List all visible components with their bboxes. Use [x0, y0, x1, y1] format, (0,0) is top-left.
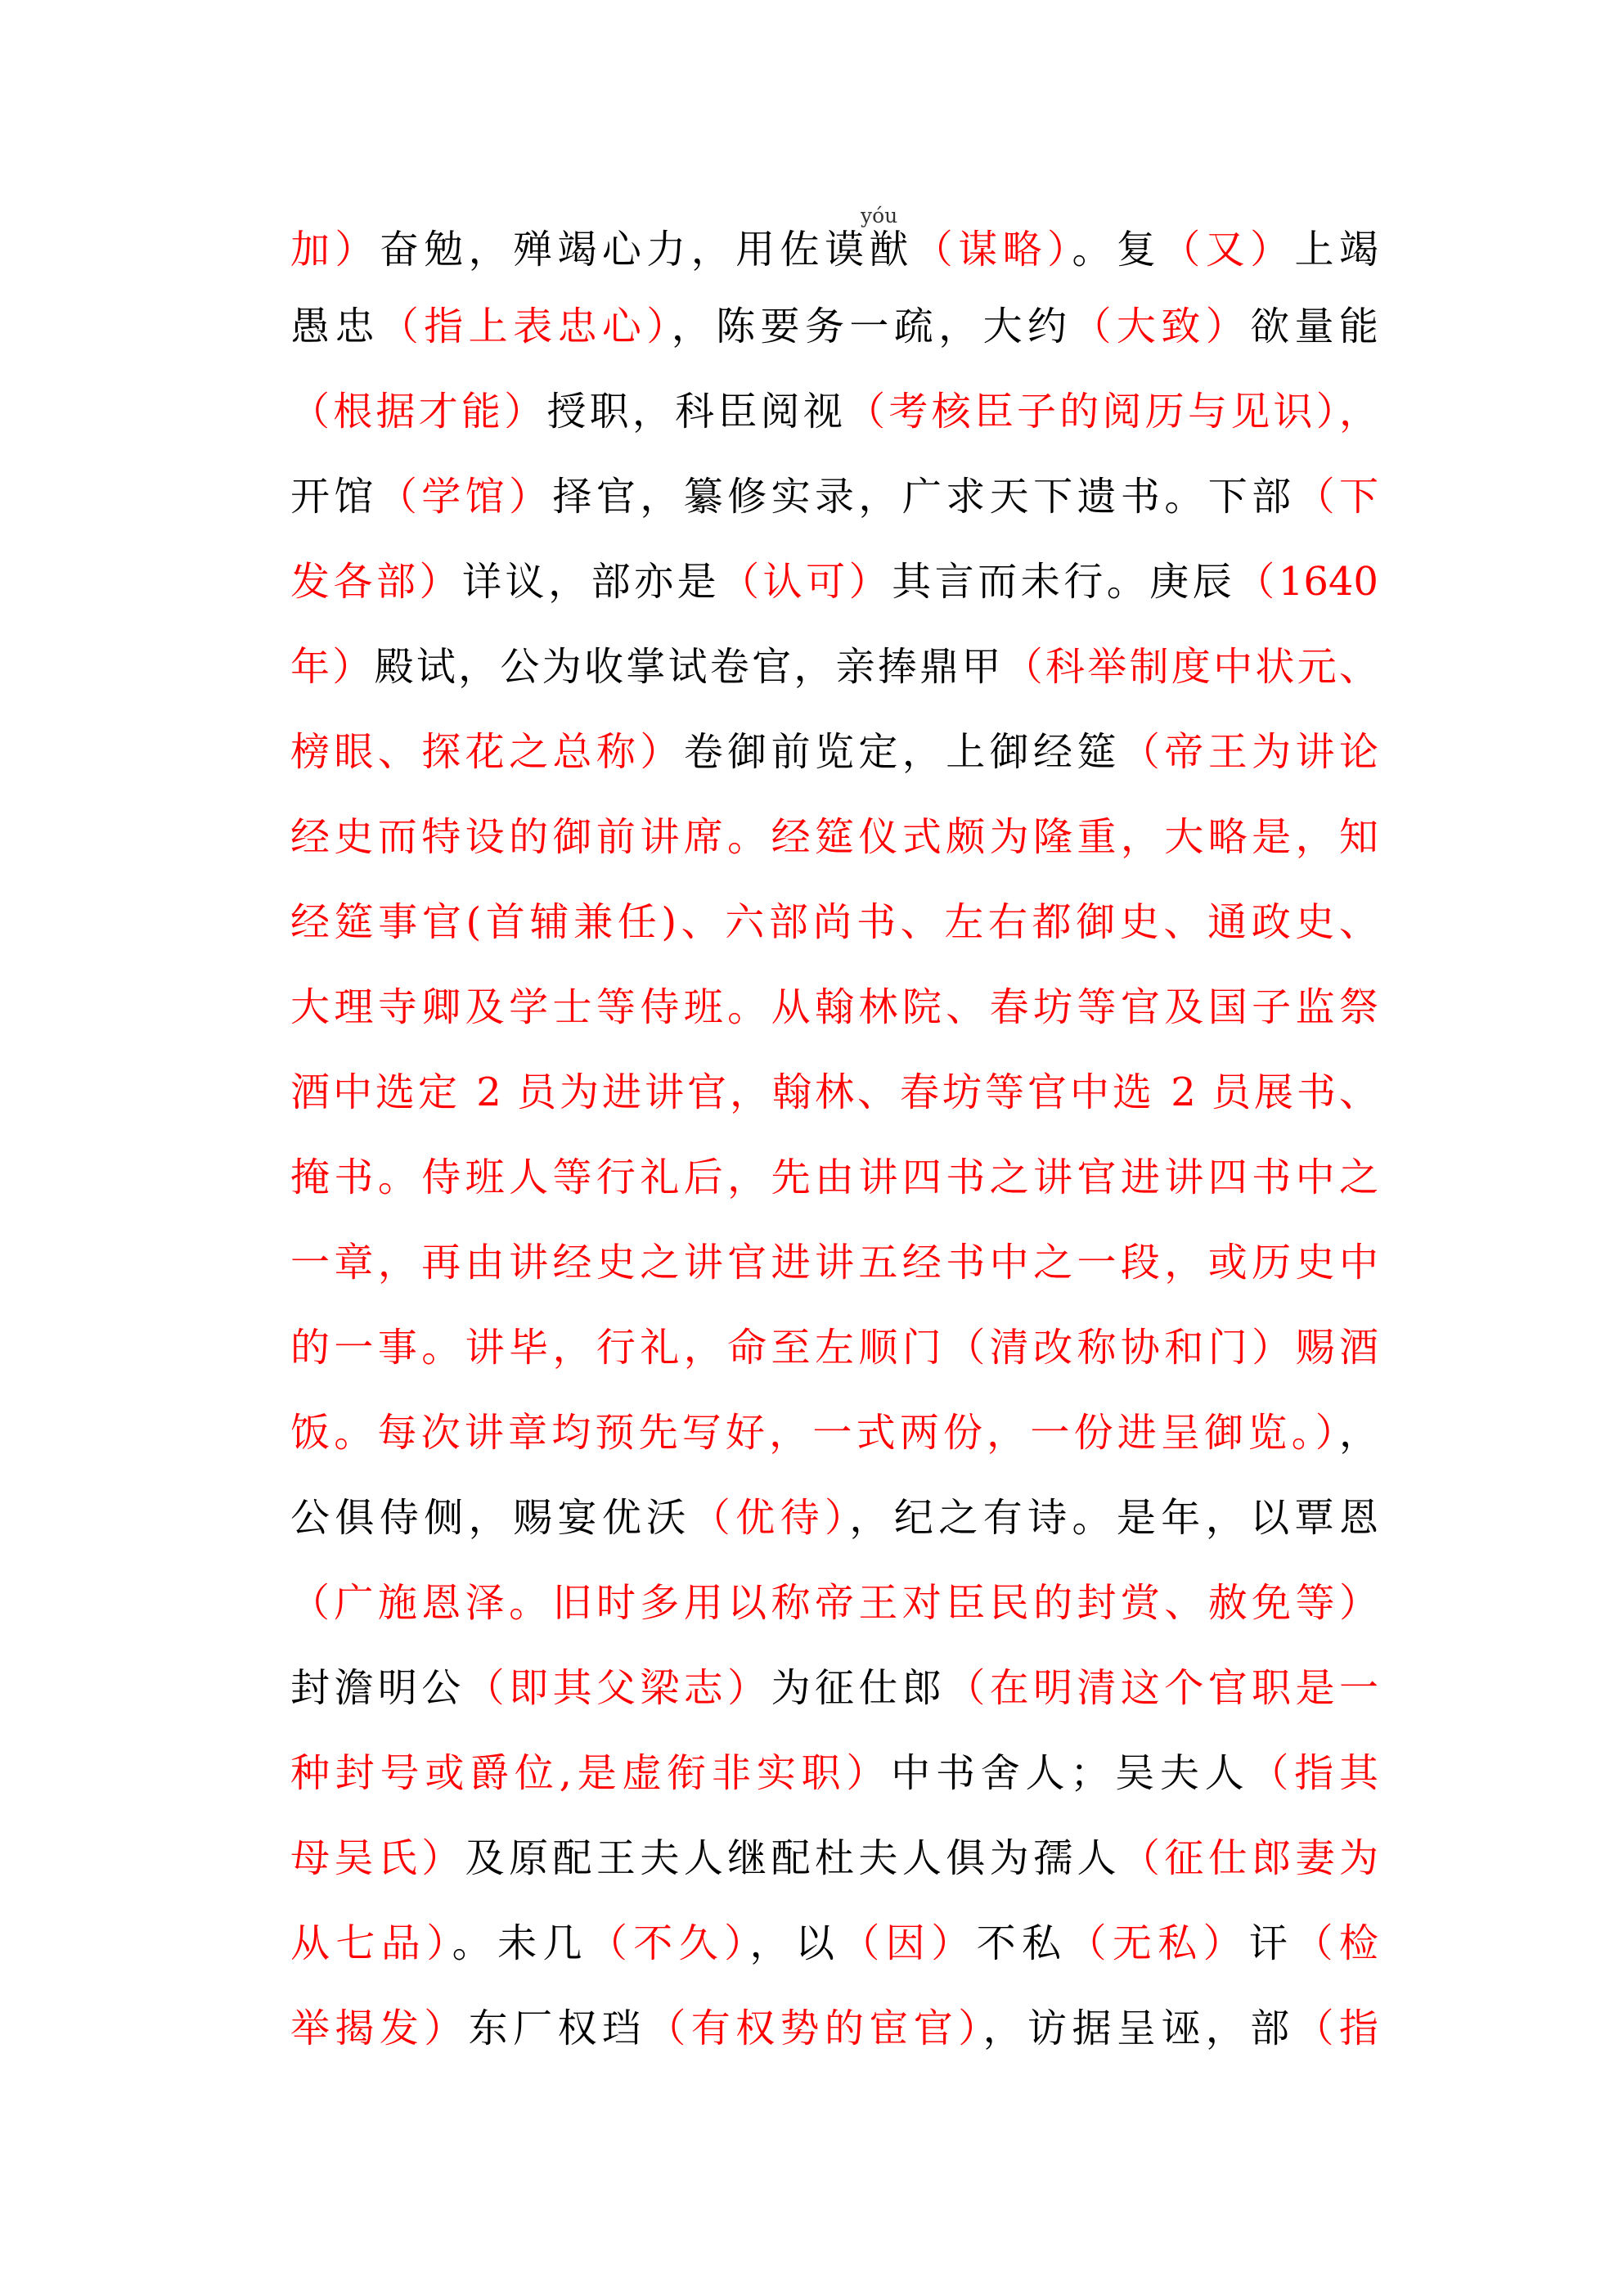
- line-21-seg-8: 讦: [1248, 1920, 1294, 1966]
- text-line-20: [290, 1816, 1378, 1901]
- line-21-seg-5: （因）: [840, 1920, 977, 1966]
- text-line-8: [290, 795, 1378, 880]
- text-line-13: [290, 1220, 1378, 1305]
- line-4-seg-2: （学馆）: [377, 474, 553, 520]
- line-4-seg-4: （下: [1295, 474, 1378, 520]
- line-5-seg-4: 其言而未行。庚辰: [892, 559, 1236, 605]
- line-21-seg-7: （无私）: [1067, 1920, 1249, 1966]
- text-line-3: [290, 369, 1378, 454]
- line-22-seg-2: 东厂权珰: [468, 2006, 647, 2051]
- line-8-seg-1: 经史而特设的御前讲席。经筵仪式颇为隆重，大略是，知: [290, 814, 1378, 860]
- text-line-18: [290, 1645, 1378, 1731]
- line-6-seg-2: 殿试，公为收掌试卷官，亲捧鼎甲: [374, 644, 1004, 690]
- line-22-seg-4: ，访据呈诬，部: [982, 2006, 1295, 2051]
- line-2-seg-5: 欲量能: [1250, 304, 1378, 349]
- line-22-seg-5: （指: [1294, 2006, 1378, 2051]
- text-line-7: [290, 709, 1378, 795]
- line-1-seg-6: 上竭: [1294, 227, 1378, 272]
- text-line-19: [290, 1731, 1378, 1816]
- text-line-2: [290, 284, 1378, 369]
- line-4-seg-1: 开馆: [290, 474, 378, 520]
- line-21-seg-9: （检: [1293, 1920, 1378, 1966]
- line-1-seg-3: （谋略）: [913, 227, 1072, 272]
- line-15-seg-1: 饭。每次讲章均预先写好，一式两份，一份进呈御览。）: [290, 1410, 1339, 1456]
- text-line-21: [290, 1901, 1378, 1986]
- line-15-seg-2: ，: [1338, 1410, 1378, 1456]
- line-2-seg-2: （指上表忠心）: [379, 304, 672, 349]
- line-1-seg-5: （又）: [1161, 227, 1295, 272]
- text-line-16: [290, 1475, 1378, 1560]
- line-16-seg-1: 公俱侍侧，赐宴优沃: [290, 1495, 691, 1541]
- pinyin-annotation: yóu: [861, 204, 898, 227]
- line-21-seg-4: ，以: [749, 1920, 841, 1966]
- line-3-seg-3: （考核臣子的阅历与见识），: [846, 389, 1378, 434]
- text-line-12: [290, 1135, 1378, 1220]
- line-18-seg-2: （即其父梁志）: [465, 1665, 771, 1711]
- line-13-seg-1: 一章，再由讲经史之讲官进讲五经书中之一段，或历史中: [290, 1240, 1378, 1285]
- line-21-seg-3: （不久）: [587, 1920, 750, 1966]
- text-line-15: [290, 1390, 1378, 1475]
- line-19-seg-1: 种封号或爵位,是虚衔非实职）: [290, 1750, 892, 1796]
- text-line-10: [290, 965, 1378, 1050]
- line-12-seg-1: 掩书。侍班人等行礼后，先由讲四书之讲官进讲四书中之: [290, 1155, 1378, 1200]
- line-2-seg-3: ，陈要务一疏，大约: [671, 304, 1072, 349]
- line-19-seg-2: 中书舍人；吴夫人: [891, 1750, 1250, 1796]
- line-3-seg-2: 授职，科臣阅视: [546, 389, 847, 434]
- line-10-seg-1: 大理寺卿及学士等侍班。从翰林院、春坊等官及国子监祭: [290, 984, 1378, 1030]
- line-16-seg-2: （优待）: [690, 1495, 850, 1541]
- line-5-seg-1: 发各部）: [290, 559, 463, 605]
- text-line-22: [290, 1986, 1378, 2071]
- line-22-seg-1: 举揭发）: [290, 2006, 469, 2051]
- text-line-4: [290, 454, 1378, 539]
- line-4-seg-3: 择官，纂修实录，广求天下遗书。下部: [552, 474, 1296, 520]
- line-11-seg-1: 酒中选定 2 员为进讲官，翰林、春坊等官中选 2 员展书、: [290, 1069, 1378, 1115]
- line-6-seg-3: （科举制度中状元、: [1003, 644, 1378, 690]
- line-16-seg-3: ，纪之有诗。是年，以覃恩: [849, 1495, 1378, 1541]
- text-line-17: [290, 1560, 1378, 1645]
- line-7-seg-1: 榜眼、探花之总称）: [290, 729, 684, 775]
- text-line-5: [290, 539, 1378, 624]
- line-18-seg-3: 为征仕郎: [771, 1665, 946, 1711]
- line-17-seg-1: （广施恩泽。旧时多用以称帝王对臣民的封赏、赦免等）: [290, 1580, 1378, 1626]
- line-1-seg-1: 加）: [290, 227, 380, 272]
- line-5-seg-5: （1640: [1235, 559, 1378, 605]
- line-21-seg-6: 不私: [976, 1920, 1068, 1966]
- line-3-seg-1: （根据才能）: [290, 389, 547, 434]
- line-20-seg-1: 母吴氏）: [290, 1835, 465, 1881]
- line-19-seg-3: （指其: [1249, 1750, 1378, 1796]
- text-line-14: [290, 1305, 1378, 1390]
- text-line-11: [290, 1050, 1378, 1135]
- text-line-6: [290, 624, 1378, 709]
- line-5-seg-3: （认可）: [720, 559, 892, 605]
- text-line-1: [290, 207, 1378, 292]
- line-7-seg-2: 卷御前览定，上御经筵: [683, 729, 1121, 775]
- line-21-seg-1: 从七品）: [290, 1920, 452, 1966]
- line-5-seg-2: 详议，部亦是: [462, 559, 721, 605]
- line-20-seg-3: （征仕郎妻为: [1120, 1835, 1378, 1881]
- text-line-9: [290, 880, 1378, 965]
- line-18-seg-4: （在明清这个官职是一: [946, 1665, 1378, 1711]
- line-18-seg-1: 封澹明公: [290, 1665, 465, 1711]
- line-6-seg-1: 年）: [290, 644, 375, 690]
- line-21-seg-2: 。未几: [452, 1920, 588, 1966]
- line-22-seg-3: （有权势的宦官）: [646, 2006, 983, 2051]
- line-7-seg-3: （帝王为讲论: [1120, 729, 1378, 775]
- line-1-seg-4: 。复: [1072, 227, 1162, 272]
- line-2-seg-4: （大致）: [1072, 304, 1251, 349]
- line-1-seg-2: 奋勉，殚竭心力，用佐谟猷: [379, 227, 914, 272]
- line-14-seg-1: 的一事。讲毕，行礼，命至左顺门（清改称协和门）赐酒: [290, 1325, 1378, 1371]
- line-2-seg-1: 愚忠: [290, 304, 380, 349]
- line-20-seg-2: 及原配王夫人继配杜夫人俱为孺人: [465, 1835, 1121, 1881]
- line-9-seg-1: 经筵事官(首辅兼任)、六部尚书、左右都御史、通政史、: [290, 899, 1378, 945]
